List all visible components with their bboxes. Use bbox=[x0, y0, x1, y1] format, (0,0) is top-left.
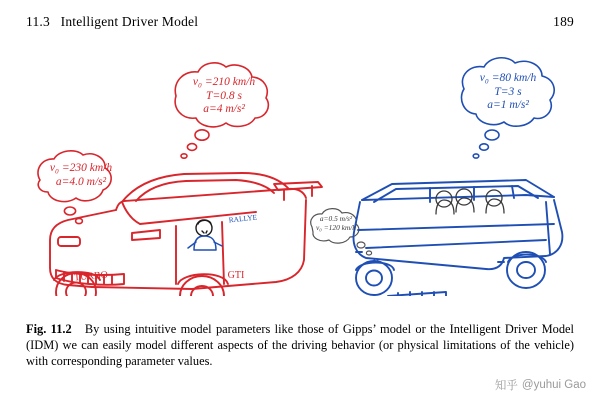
watermark bbox=[495, 377, 586, 393]
figure-artwork bbox=[26, 34, 574, 296]
small-gray-bubble-outline bbox=[311, 209, 378, 262]
page-header bbox=[26, 14, 574, 30]
red-car-badge-turbo: TURBO bbox=[73, 269, 109, 284]
bubble-blue-top-line-1: v₀ =80 km/h bbox=[479, 72, 537, 84]
watermark-site: 知乎 bbox=[494, 380, 518, 392]
blue-car-passengers bbox=[436, 189, 504, 214]
running-head-section: 11.3 Intelligent Driver Model bbox=[26, 14, 199, 29]
red-car-driver bbox=[196, 220, 212, 236]
figure-11-2 bbox=[26, 34, 574, 296]
bubble-red-top-line-3: a=4 m/s² bbox=[203, 103, 245, 116]
red-car-badge-rally: RALLYE bbox=[228, 212, 258, 225]
figure-caption bbox=[26, 322, 574, 369]
figure-caption-text: By using intuitive model parameters like those of Gipps’ model or the Intelligent Driver Model (IDM) we can easily model different aspects of the driving behavior (or physical limitations of the vehicle) with corresponding parameter values. bbox=[26, 322, 574, 368]
blue-sedan-car bbox=[354, 180, 563, 296]
bubble-red-top-line-2: T=0.8 s bbox=[206, 89, 242, 102]
bubble-red-front-line-1: v₀ =230 km/h bbox=[49, 162, 113, 174]
figure-caption-label: Fig. 11.2 bbox=[26, 322, 81, 336]
red-sports-car bbox=[50, 173, 322, 296]
red-top-bubble-outline bbox=[175, 63, 268, 158]
bubble-gray-line-1: a=0.5 m/s² bbox=[319, 214, 353, 223]
red-car-badge-gti: GTI bbox=[227, 270, 245, 281]
bubble-red-front-line-2: a=4.0 m/s² bbox=[55, 175, 107, 188]
red-car-driver-body bbox=[188, 236, 222, 250]
page-number: 189 bbox=[553, 14, 574, 29]
bubble-blue-top-line-3: a=1 m/s² bbox=[487, 99, 529, 112]
bubble-red-top-line-1: v₀ =210 km/h bbox=[192, 76, 256, 88]
blue-top-bubble-outline bbox=[461, 58, 554, 158]
bubble-gray-line-2: v₀ =120 km/h bbox=[316, 222, 356, 232]
bubble-blue-top-line-2: T=3 s bbox=[494, 85, 522, 98]
watermark-user: @yuhui Gao bbox=[521, 379, 586, 391]
